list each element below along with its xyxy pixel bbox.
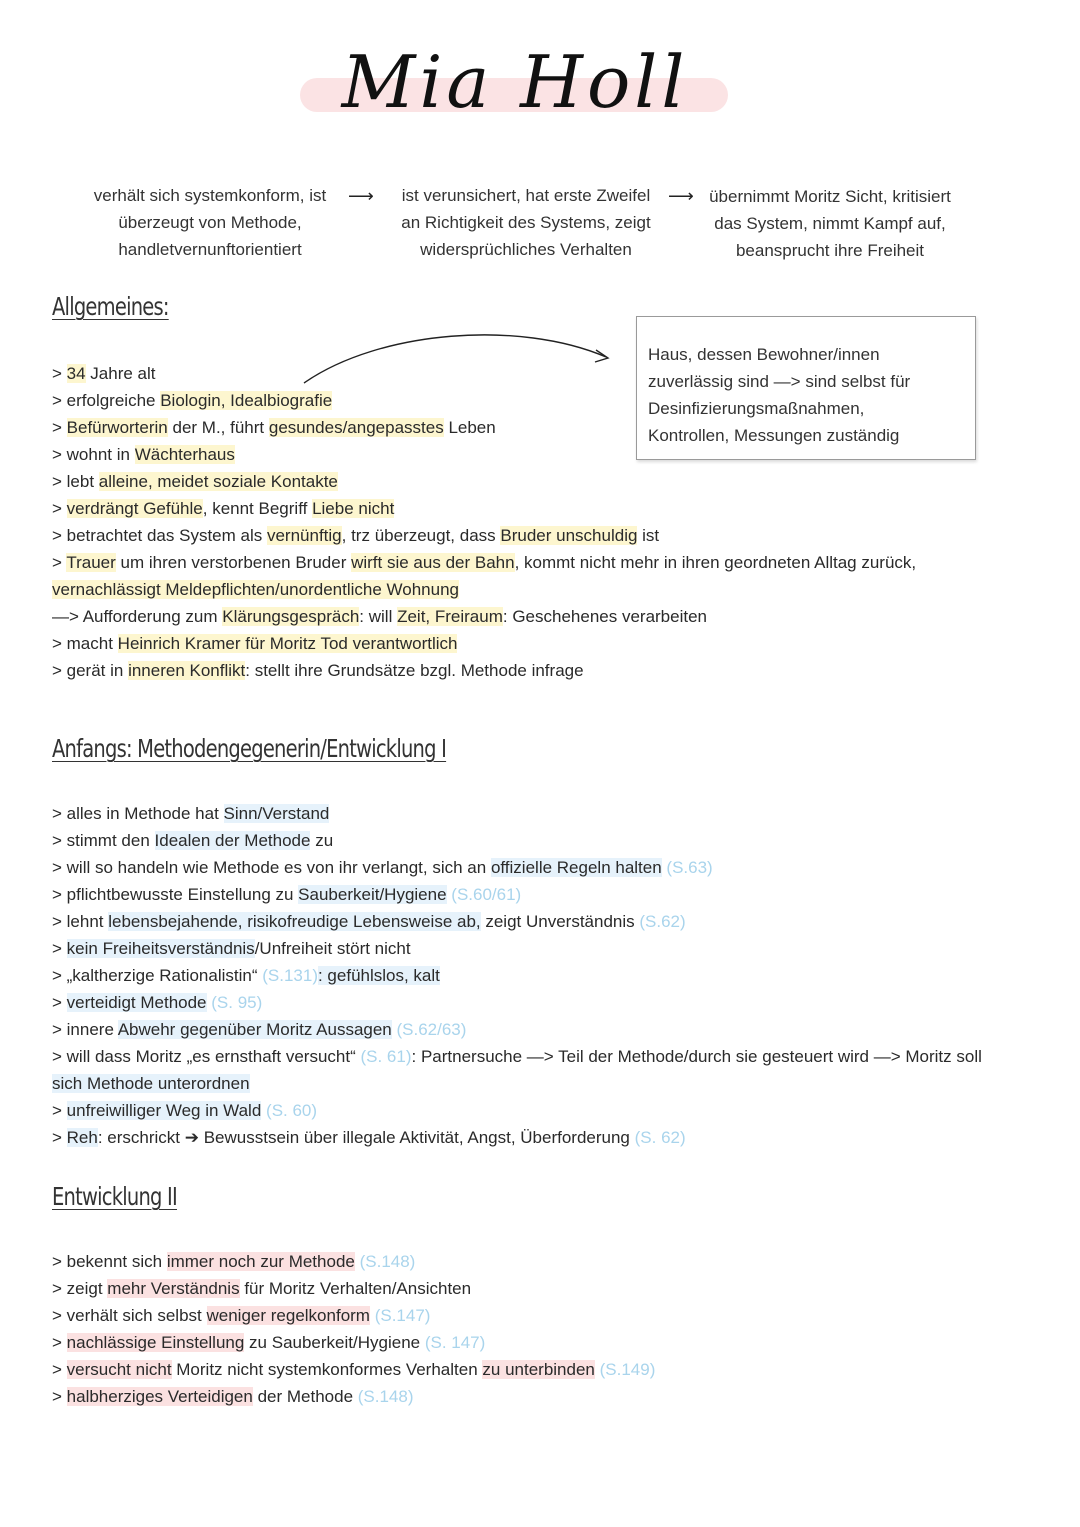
list-item: > Befürworterin der M., führt gesundes/angepasstes Leben (52, 418, 496, 437)
list-item: > lebt alleine, meidet soziale Kontakte (52, 472, 338, 491)
list-item: > Reh: erschrickt ➔ Bewusstsein über illegale Aktivität, Angst, Überforderung (S. 62) (52, 1128, 686, 1147)
list-item: > „kaltherzige Rationalistin“ (S.131): gefühlslos, kalt (52, 966, 440, 985)
list-item: > pflichtbewusste Einstellung zu Sauberkeit/Hygiene (S.60/61) (52, 885, 522, 904)
section-heading-anfangs: Anfangs: Methodengegenerin/Entwicklung I (52, 734, 447, 763)
list-item: > alles in Methode hat Sinn/Verstand (52, 804, 330, 823)
anfangs-list (52, 800, 1052, 1151)
title-block (300, 40, 730, 150)
arrow-right-icon: ⟶ (668, 186, 694, 206)
entwicklung-2-list (52, 1248, 1052, 1410)
list-item: > verteidigt Methode (S. 95) (52, 993, 263, 1012)
list-item: > bekennt sich immer noch zur Methode (S.148) (52, 1252, 416, 1271)
stage-2: ist verunsichert, hat erste Zweifel an Richtigkeit des Systems, zeigt widersprüchliches Verhalten (401, 186, 651, 259)
list-item: > betrachtet das System als vernünftig, trz überzeugt, dass Bruder unschuldig ist (52, 526, 660, 545)
list-item: > unfreiwilliger Weg in Wald (S. 60) (52, 1101, 318, 1120)
list-item: > halbherziges Verteidigen der Methode (S.148) (52, 1387, 414, 1406)
list-item: > verhält sich selbst weniger regelkonform (S.147) (52, 1306, 431, 1325)
list-item: > verdrängt Gefühle, kennt Begriff Liebe nicht (52, 499, 395, 518)
list-item: > wohnt in Wächterhaus (52, 445, 235, 464)
list-item: > lehnt lebensbejahende, risikofreudige Lebensweise ab, zeigt Unverständnis (S.62) (52, 912, 686, 931)
list-item: > will dass Moritz „es ernsthaft versucht“ (S. 61): Partnersuche —> Teil der Methode/durch sie gesteuert wird —> Moritz soll (52, 1047, 982, 1066)
list-item: > 34 Jahre alt (52, 364, 156, 383)
list-item: > gerät in inneren Konflikt: stellt ihre Grundsätze bzgl. Methode infrage (52, 661, 584, 680)
list-item: > innere Abwehr gegenüber Moritz Aussagen (S.62/63) (52, 1020, 467, 1039)
list-item: —> Aufforderung zum Klärungsgespräch: will Zeit, Freiraum: Geschehenes verarbeiten (52, 607, 707, 626)
section-heading-allgemeines: Allgemeines: (52, 292, 169, 321)
page-title: Mia Holl (341, 40, 689, 124)
list-item: > zeigt mehr Verständnis für Moritz Verhalten/Ansichten (52, 1279, 472, 1298)
list-item: > macht Heinrich Kramer für Moritz Tod verantwortlich (52, 634, 458, 653)
list-item: > kein Freiheitsverständnis/Unfreiheit stört nicht (52, 939, 411, 958)
list-item: > Trauer um ihren verstorbenen Bruder wirft sie aus der Bahn, kommt nicht mehr in ihren geordneten Alltag zurück, (52, 553, 917, 572)
stage-1: verhält sich systemkonform, ist überzeugt von Methode, handletvernunftorientiert (93, 186, 327, 259)
stage-3: übernimmt Moritz Sicht, kritisiert das System, nimmt Kampf auf, beansprucht ihre Freiheit (709, 187, 951, 260)
list-item: sich Methode unterordnen (52, 1074, 250, 1093)
list-item: > stimmt den Idealen der Methode zu (52, 831, 334, 850)
list-item: vernachlässigt Meldepflichten/unordentliche Wohnung (52, 580, 459, 599)
list-item: > erfolgreiche Biologin, Idealbiografie (52, 391, 333, 410)
arrow-right-icon: ⟶ (348, 186, 374, 206)
section-heading-entwicklung-2: Entwicklung II (52, 1182, 178, 1211)
list-item: > will so handeln wie Methode es von ihr verlangt, sich an offizielle Regeln halten (S.63) (52, 858, 713, 877)
list-item: > nachlässige Einstellung zu Sauberkeit/Hygiene (S. 147) (52, 1333, 486, 1352)
list-item: > versucht nicht Moritz nicht systemkonformes Verhalten zu unterbinden (S.149) (52, 1360, 656, 1379)
allgemeines-list (52, 360, 1052, 684)
info-box-waechterhaus: Haus, dessen Bewohner/innen zuverlässig sind —> sind selbst für Desinfizierungsmaßnahmen, Kontrollen, Messungen zuständig (636, 316, 976, 460)
